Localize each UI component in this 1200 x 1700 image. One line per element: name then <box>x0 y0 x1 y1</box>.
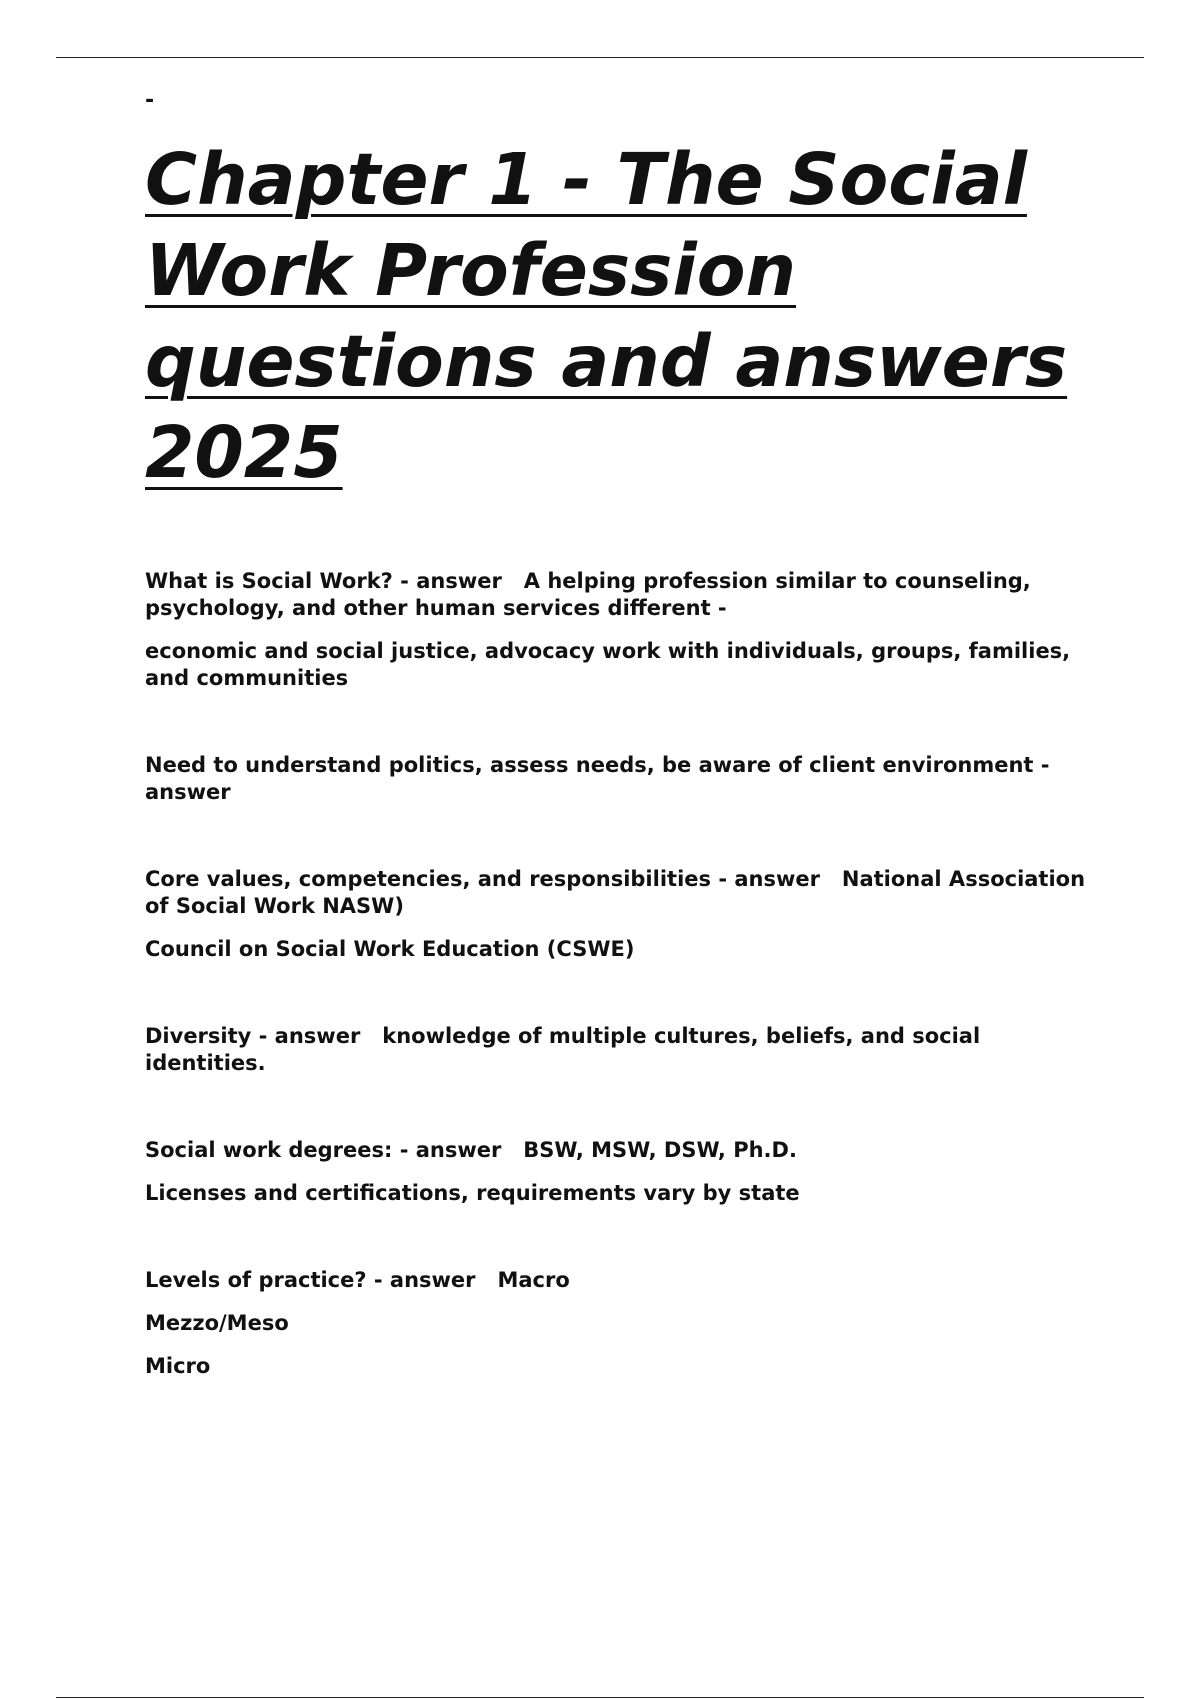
qa-line: Core values, competencies, and responsibilities - answer National Association of Social Work NASW) <box>145 867 1093 918</box>
qa-item-levels <box>145 1267 1095 1380</box>
qa-line: Licenses and certifications, requirements vary by state <box>145 1181 800 1205</box>
qa-item-core-values <box>145 866 1095 963</box>
bottom-rule <box>56 1697 1144 1698</box>
qa-line: Micro <box>145 1354 211 1378</box>
qa-item-politics <box>145 752 1095 806</box>
document-body <box>145 86 1095 1440</box>
qa-line: Diversity - answer knowledge of multiple cultures, beliefs, and social identities. <box>145 1024 988 1075</box>
top-rule <box>56 57 1144 58</box>
qa-line: Mezzo/Meso <box>145 1311 289 1335</box>
qa-list <box>145 568 1095 1380</box>
qa-line: What is Social Work? - answer A helping profession similar to counseling, psychology, and other human services different - <box>145 569 1039 620</box>
qa-item-degrees <box>145 1137 1095 1207</box>
qa-item-social-work <box>145 568 1095 692</box>
qa-line: Levels of practice? - answer Macro <box>145 1268 570 1292</box>
qa-line: Social work degrees: - answer BSW, MSW, DSW, Ph.D. <box>145 1138 797 1162</box>
qa-line: Council on Social Work Education (CSWE) <box>145 937 635 961</box>
qa-line: economic and social justice, advocacy work with individuals, groups, families, and communities <box>145 639 1078 690</box>
qa-item-diversity <box>145 1023 1095 1077</box>
dash-marker: - <box>145 88 155 113</box>
document-title: Chapter 1 - The Social Work Profession questions and answers 2025 <box>145 138 1068 494</box>
qa-line: Need to understand politics, assess needs, be aware of client environment - answer <box>145 753 1057 804</box>
